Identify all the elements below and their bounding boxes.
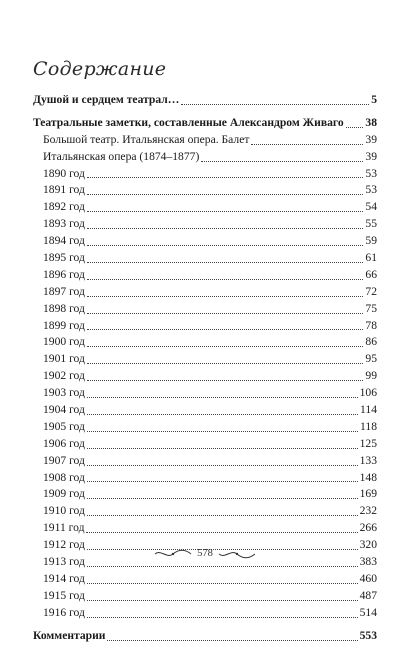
toc-entry-page: 95 — [365, 352, 377, 366]
toc-entry-page: 86 — [365, 335, 377, 349]
toc-entry-label: 1903 год — [43, 386, 85, 400]
toc-entry-page: 59 — [365, 234, 377, 248]
toc-entry-page: 55 — [365, 217, 377, 231]
toc-entry[interactable] — [33, 571, 377, 588]
toc-entry[interactable] — [33, 301, 377, 318]
toc-entry-label: Душой и сердцем театрал… — [33, 92, 180, 106]
toc-entry[interactable] — [33, 453, 377, 470]
toc-entry-page: 39 — [365, 132, 377, 146]
toc-entry[interactable] — [33, 115, 377, 132]
toc-entry-page: 38 — [365, 115, 377, 129]
dot-leader — [346, 127, 364, 128]
toc-entry-label: 1893 год — [43, 217, 85, 231]
flourish-ornament-icon — [153, 549, 193, 559]
dot-leader — [87, 363, 363, 364]
dot-leader — [87, 329, 363, 330]
toc-entry-page: 61 — [365, 251, 377, 264]
toc-entry-page: 487 — [359, 588, 377, 602]
dot-leader — [87, 279, 363, 280]
toc-entry-label: 1896 год — [43, 267, 85, 281]
dot-leader — [107, 640, 357, 641]
toc-entry-page: 75 — [365, 301, 377, 315]
toc-entry-label: 1902 год — [43, 369, 85, 383]
dot-leader — [87, 583, 358, 584]
dot-leader — [87, 431, 358, 432]
toc-entry-page: 72 — [365, 284, 377, 298]
toc-entry-label: 1906 год — [43, 436, 85, 450]
toc-entry-label: 1910 год — [43, 504, 85, 518]
toc-entry-label: 1912 год — [43, 538, 85, 552]
dot-leader — [87, 245, 363, 246]
dot-leader — [181, 104, 369, 105]
dot-leader — [87, 600, 358, 601]
toc-entry[interactable] — [33, 199, 377, 216]
toc-entry[interactable] — [33, 216, 377, 233]
toc-entry[interactable] — [33, 470, 377, 487]
dot-leader — [87, 481, 358, 482]
toc-entry[interactable] — [33, 149, 377, 166]
toc-entry-page: 553 — [359, 628, 377, 642]
toc-entry-label: 1895 год — [43, 251, 85, 264]
toc-entry-label: Театральные заметки, составленные Александром Живаго — [33, 115, 344, 129]
dot-leader — [87, 414, 358, 415]
toc-entry-page: 53 — [365, 166, 377, 180]
toc-entry[interactable] — [33, 267, 377, 284]
dot-leader — [87, 228, 363, 229]
toc-entry-label: Большой театр. Итальянская опера. Балет — [43, 132, 250, 146]
dot-leader — [87, 617, 358, 618]
toc-entry-page: 53 — [365, 183, 377, 197]
toc-entry-label: Итальянская опера (1874–1877) — [43, 149, 200, 163]
toc-entry-page: 5 — [371, 92, 377, 106]
toc-entry-page: 39 — [365, 149, 377, 163]
toc-entry[interactable] — [33, 605, 377, 622]
toc-entry-page: 118 — [360, 419, 377, 433]
toc-entry-page: 99 — [365, 369, 377, 383]
toc-entry-label: 1898 год — [43, 301, 85, 315]
toc-entry[interactable] — [33, 402, 377, 419]
dot-leader — [87, 448, 358, 449]
toc-entry-page: 266 — [359, 521, 377, 535]
toc-entry-page: 66 — [365, 267, 377, 281]
dot-leader — [87, 194, 363, 195]
dot-leader — [87, 465, 358, 466]
toc-entry[interactable] — [33, 166, 377, 183]
toc-entry-label: 1890 год — [43, 166, 85, 180]
toc-entry[interactable] — [33, 520, 377, 537]
toc-entry-label: 1899 год — [43, 318, 85, 332]
dot-leader — [201, 161, 363, 162]
page-number: 578 — [197, 548, 213, 559]
toc-entry-label: 1905 год — [43, 419, 85, 433]
table-of-contents — [33, 92, 377, 645]
dot-leader — [87, 313, 363, 314]
toc-entry-label: 1916 год — [43, 605, 85, 619]
toc-entry-page: 54 — [365, 200, 377, 214]
toc-entry-page: 78 — [365, 318, 377, 332]
dot-leader — [87, 498, 358, 499]
toc-entry-label: 1891 год — [43, 183, 85, 197]
toc-entry-label: 1897 год — [43, 284, 85, 298]
page-footer — [0, 548, 410, 559]
dot-leader — [87, 296, 363, 297]
page-title: Содержание — [33, 58, 167, 80]
toc-entry-page: 460 — [359, 571, 377, 585]
toc-entry-label: 1900 год — [43, 335, 85, 349]
toc-entry-page: 169 — [359, 487, 377, 501]
dot-leader — [87, 346, 363, 347]
toc-entry-page: 383 — [359, 555, 377, 569]
toc-entry[interactable] — [33, 132, 377, 149]
toc-entry-label: 1909 год — [43, 487, 85, 501]
toc-entry[interactable] — [33, 503, 377, 520]
toc-entry-page: 148 — [359, 470, 377, 484]
toc-entry[interactable] — [33, 182, 377, 199]
dot-leader — [86, 532, 357, 533]
toc-entry-label: 1894 год — [43, 234, 85, 248]
toc-entry[interactable] — [33, 385, 377, 402]
toc-entry-label: 1914 год — [43, 571, 85, 585]
toc-entry[interactable] — [33, 419, 377, 436]
toc-entry-page: 320 — [359, 538, 377, 552]
toc-entry[interactable] — [33, 486, 377, 503]
toc-entry[interactable] — [33, 250, 377, 267]
toc-entry[interactable] — [33, 436, 377, 453]
dot-leader — [87, 380, 363, 381]
toc-entry[interactable] — [33, 334, 377, 351]
flourish-ornament-icon — [217, 549, 257, 559]
toc-entry-label: 1908 год — [43, 470, 85, 484]
dot-leader — [87, 515, 358, 516]
toc-entry[interactable] — [33, 92, 377, 109]
toc-entry-label: Комментарии — [33, 628, 106, 642]
toc-entry[interactable] — [33, 628, 377, 645]
dot-leader — [87, 566, 358, 567]
toc-entry[interactable] — [33, 318, 377, 335]
toc-entry-page: 114 — [360, 403, 377, 417]
dot-leader — [87, 177, 363, 178]
toc-entry-page: 514 — [359, 605, 377, 619]
toc-entry-label: 1907 год — [43, 453, 85, 467]
toc-entry-label: 1911 год — [43, 521, 85, 535]
toc-entry[interactable] — [33, 351, 377, 368]
toc-entry-label: 1915 год — [43, 588, 85, 602]
toc-entry-label: 1904 год — [43, 403, 85, 417]
toc-entry[interactable] — [33, 588, 377, 605]
toc-entry-label: 1913 год — [43, 555, 85, 569]
toc-entry-page: 133 — [359, 453, 377, 467]
dot-leader — [87, 211, 363, 212]
toc-entry-label: 1901 год — [43, 352, 85, 366]
dot-leader — [87, 262, 363, 263]
toc-entry[interactable] — [33, 233, 377, 250]
toc-entry-page: 232 — [359, 504, 377, 518]
toc-entry[interactable] — [33, 284, 377, 301]
toc-entry-label: 1892 год — [43, 200, 85, 214]
toc-entry-page: 125 — [359, 436, 377, 450]
toc-entry-page: 106 — [359, 386, 377, 400]
toc-entry[interactable] — [33, 368, 377, 385]
dot-leader — [87, 397, 358, 398]
dot-leader — [251, 144, 363, 145]
